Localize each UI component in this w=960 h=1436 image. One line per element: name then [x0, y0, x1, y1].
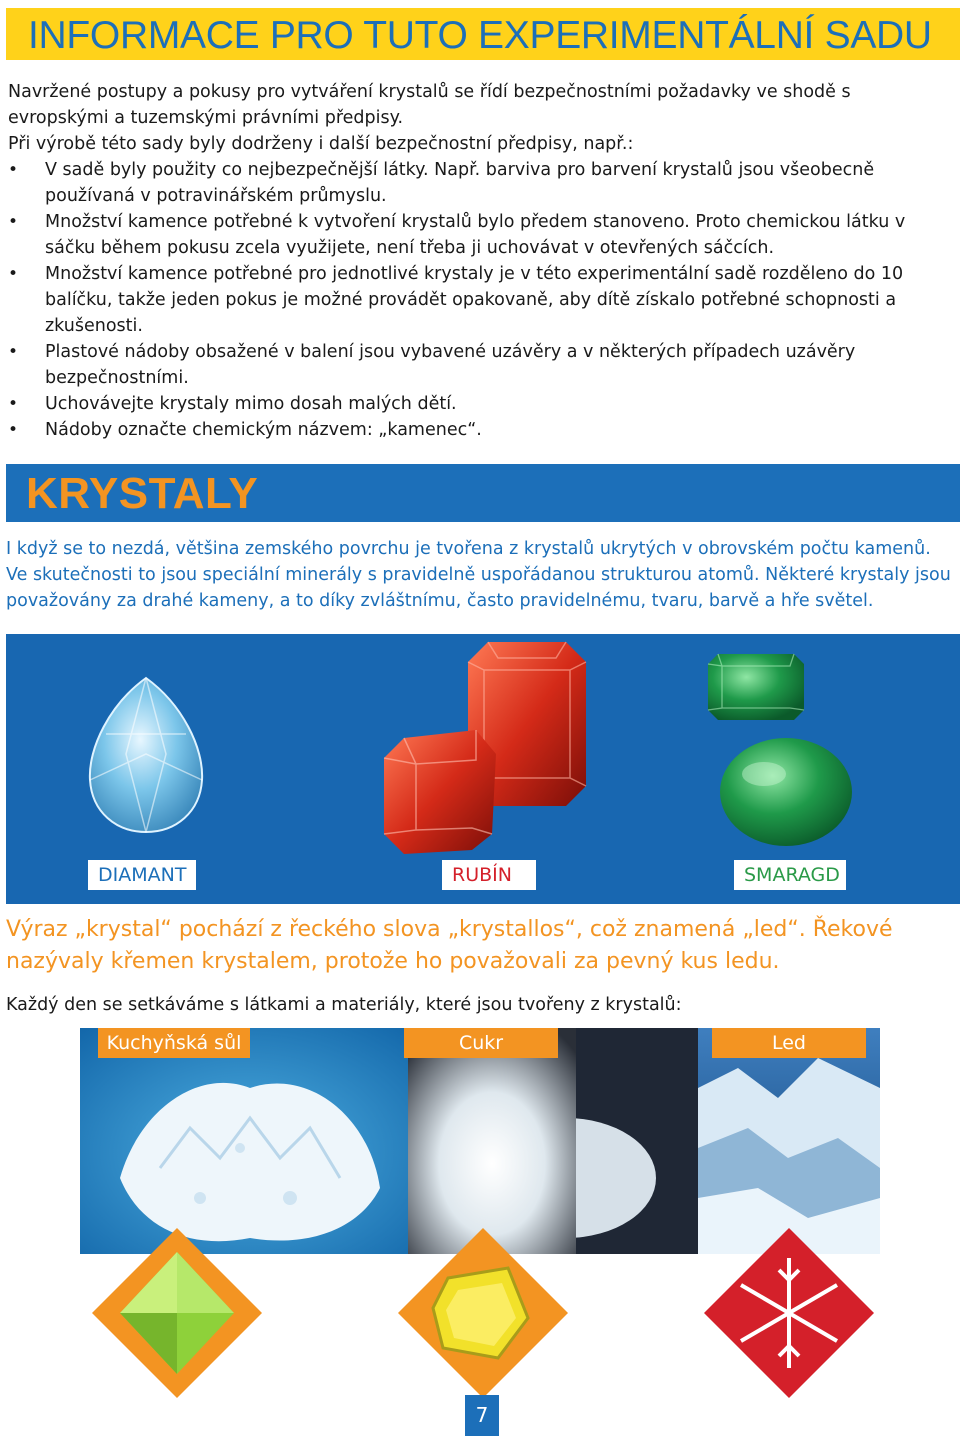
list-item: • Nádoby označte chemickým názvem: „kamenec“.: [8, 417, 956, 443]
page-title: INFORMACE PRO TUTO EXPERIMENTÁLNÍ SADU: [28, 14, 932, 57]
ice-crystal: [704, 1228, 874, 1398]
header-band: [6, 8, 960, 60]
list-item: • Uchovávejte krystaly mimo dosah malých dětí.: [8, 391, 956, 417]
daily-intro: Každý den se setkáváme s látkami a materiály, které jsou tvořeny z krystalů:: [6, 995, 682, 1015]
sugar-photo-right: [576, 1028, 698, 1254]
diamond-label: DIAMANT: [88, 860, 196, 890]
info-section: [8, 79, 956, 443]
bullet-icon: •: [8, 160, 19, 180]
bullet-icon: •: [8, 212, 19, 232]
bullet-icon: •: [8, 342, 19, 362]
sugar-crystal: [398, 1228, 568, 1398]
list-item: • Množství kamence potřebné pro jednotlivé krystaly je v této experimentální sadě rozděleno do 10 balíčku, takže jeden pokus je možné provádět opakovaně, aby dítě získalo potřebné schopnosti a zkušenosti.: [8, 261, 956, 339]
bullet-icon: •: [8, 264, 19, 284]
ice-label: Led: [712, 1028, 866, 1058]
section-title: KRYSTALY: [26, 469, 259, 518]
page-number: 7: [465, 1395, 499, 1436]
ice-photo: [698, 1028, 880, 1254]
bullet-icon: •: [8, 394, 19, 414]
info-paragraph: Navržené postupy a pokusy pro vytváření krystalů se řídí bezpečnostními požadavky ve shodě s evropskými a tuzemskými právními předpisy.: [8, 82, 851, 128]
emerald-gem: [708, 654, 852, 846]
salt-crystal: [92, 1228, 262, 1398]
krystaly-intro: I když se to nezdá, většina zemského povrchu je tvořena z krystalů ukrytých v obrovském počtu kamenů. Ve skutečnosti to jsou speciální minerály s pravidelně uspořádanou strukturou atomů. Některé krystaly jsou považovány za drahé kameny, a to díky zvláštnímu, často pravidelnému, tvaru, barvě a hře světel.: [6, 539, 951, 611]
list-item: • Plastové nádoby obsažené v balení jsou vybavené uzávěry a v některých případech uzávěry bezpečnostními.: [8, 339, 956, 391]
list-item: • Množství kamence potřebné k vytvoření krystalů bylo předem stanoveno. Proto chemickou látku v sáčku během pokusu zcela využijete, není třeba ji uchovávat v otevřených sáčcích.: [8, 209, 956, 261]
salt-photo: [80, 1028, 414, 1254]
info-paragraph: Při výrobě této sady byly dodrženy i další bezpečnostní předpisy, např.:: [8, 134, 634, 154]
krystaly-band: [6, 464, 960, 522]
ruby-gem: [384, 642, 586, 854]
info-bullet-list: [8, 157, 956, 443]
diamond-gem: [90, 678, 202, 832]
bullet-icon: •: [8, 420, 19, 440]
ruby-label: RUBÍN: [442, 860, 536, 890]
list-item: • V sadě byly použity co nejbezpečnější látky. Např. barviva pro barvení krystalů jsou všeobecně používaná v potravinářském průmyslu.: [8, 157, 956, 209]
gems-panel: [6, 634, 960, 904]
sugar-label: Cukr: [404, 1028, 558, 1058]
emerald-label: SMARAGD: [734, 860, 846, 890]
sugar-photo: [408, 1028, 576, 1254]
krystal-quote: Výraz „krystal“ pochází z řeckého slova „krystallos“, což znamená „led“. Řekové nazývaly křemen krystalem, protože ho považovali za pevný kus ledu.: [6, 917, 893, 974]
salt-label: Kuchyňská sůl: [98, 1028, 250, 1058]
